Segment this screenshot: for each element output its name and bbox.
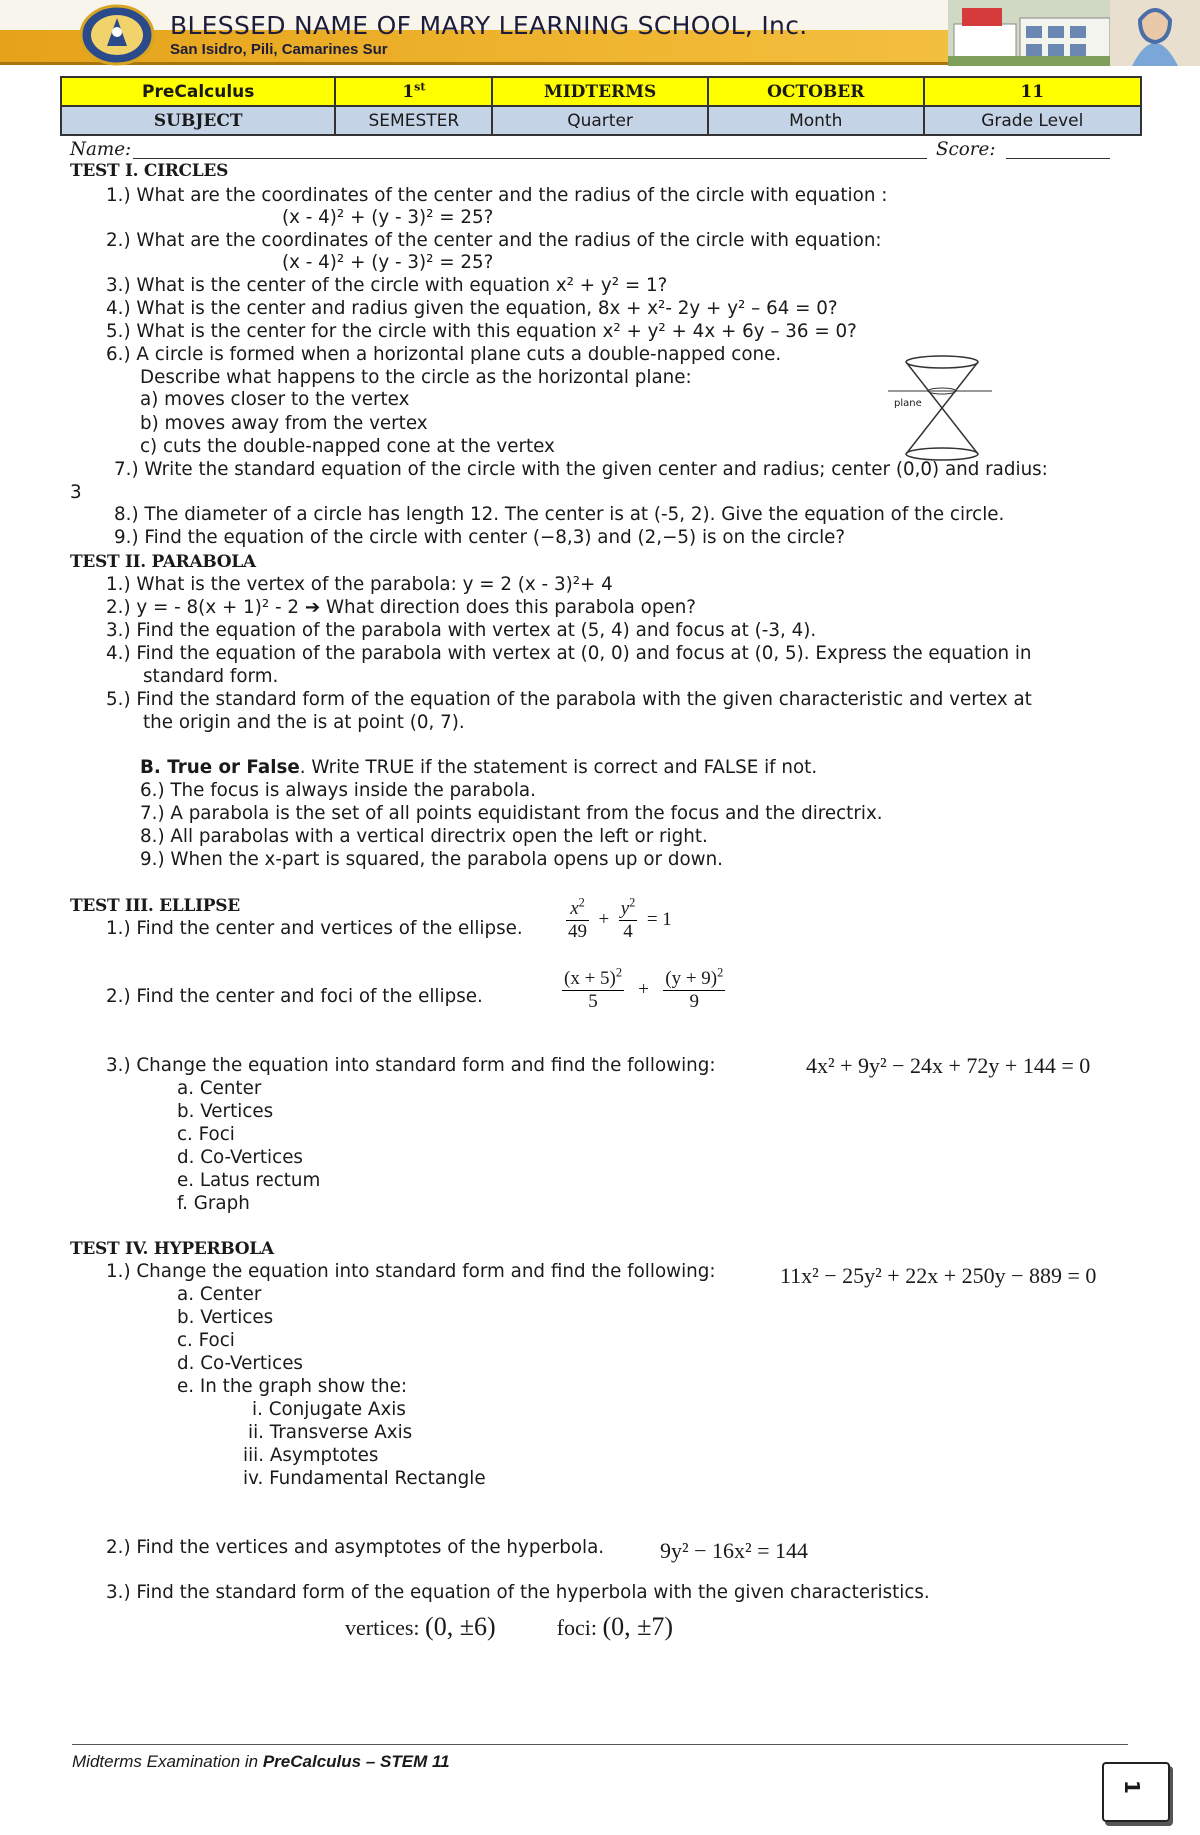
test2-line: 2.) y = - 8(x + 1)² - 2 ➔ What direction does this parabola open? bbox=[106, 597, 696, 618]
vertices-value: (0, ±6) bbox=[425, 1612, 496, 1641]
grade-level-label: Grade Level bbox=[924, 106, 1141, 135]
subject-value: PreCalculus bbox=[61, 77, 335, 106]
test2-line: standard form. bbox=[143, 666, 279, 687]
test4-q1: 1.) Change the equation into standard form and find the following: bbox=[106, 1261, 716, 1282]
test1-line: (x - 4)² + (y - 3)² = 25? bbox=[282, 207, 494, 228]
eq1-n1: x bbox=[570, 898, 579, 919]
test1-line: a) moves closer to the vertex bbox=[140, 389, 410, 410]
foci-value: (0, ±7) bbox=[602, 1612, 674, 1641]
test4-item: a. Center bbox=[177, 1284, 262, 1305]
footer-rule bbox=[72, 1744, 1128, 1745]
plane-label: plane bbox=[894, 398, 922, 409]
test3-item: c. Foci bbox=[177, 1124, 235, 1145]
ellipse-equation-2: $\frac{(x + 5)^2}{5}$ + $\frac{(y + 9)^2}{9}$ bbox=[564, 965, 724, 1012]
test1-title: TEST I. CIRCLES bbox=[70, 161, 229, 181]
test2-line: 1.) What is the vertex of the parabola: y = 2 (x - 3)²+ 4 bbox=[106, 574, 613, 595]
test4-subitem: i. Conjugate Axis bbox=[252, 1399, 406, 1420]
tf-item: 6.) The focus is always inside the parabola. bbox=[140, 780, 536, 801]
subject-label: SUBJECT bbox=[61, 106, 335, 135]
test4-item: e. In the graph show the: bbox=[177, 1376, 408, 1397]
part-b-label: B. True or False bbox=[140, 757, 300, 778]
page-header bbox=[0, 0, 1200, 68]
school-address: San Isidro, Pili, Camarines Sur bbox=[170, 41, 388, 58]
test3-q1: 1.) Find the center and vertices of the ellipse. bbox=[106, 918, 523, 939]
test1-line: b) moves away from the vertex bbox=[140, 413, 428, 434]
test1-line: 6.) A circle is formed when a horizontal plane cuts a double-napped cone. bbox=[106, 344, 782, 365]
test1-line: 9.) Find the equation of the circle with center (−8,3) and (2,−5) is on the circle? bbox=[114, 527, 846, 548]
ellipse-equation-3: 4x² + 9y² − 24x + 72y + 144 = 0 bbox=[806, 1053, 1091, 1078]
eq2-d2: 9 bbox=[689, 991, 700, 1012]
name-field[interactable] bbox=[133, 158, 927, 159]
school-seal-icon bbox=[78, 4, 156, 66]
score-label: Score: bbox=[936, 139, 996, 160]
semester-value bbox=[335, 77, 492, 106]
hyperbola-equation-1: 11x² − 25y² + 22x + 250y − 889 = 0 bbox=[780, 1263, 1097, 1288]
eq1-d2: 4 bbox=[623, 921, 633, 942]
grade-level-value: 11 bbox=[924, 77, 1141, 106]
test3-item: a. Center bbox=[177, 1078, 262, 1099]
eq2-n1: (x + 5) bbox=[564, 968, 616, 989]
test1-line: 3.) What is the center of the circle with equation x² + y² = 1? bbox=[106, 275, 668, 296]
test1-line: 7.) Write the standard equation of the circle with the given center and radius; center (0,0) and radius: bbox=[114, 459, 1048, 480]
footer-text bbox=[72, 1752, 450, 1772]
test3-q2: 2.) Find the center and foci of the ellipse. bbox=[106, 986, 483, 1007]
test4-item: c. Foci bbox=[177, 1330, 235, 1351]
test4-subitem: iii. Asymptotes bbox=[243, 1445, 379, 1466]
test1-line: 2.) What are the coordinates of the center and the radius of the circle with equation: bbox=[106, 230, 882, 251]
semester-label: SEMESTER bbox=[335, 106, 492, 135]
test4-item: b. Vertices bbox=[177, 1307, 274, 1328]
eq2-d1: 5 bbox=[588, 991, 598, 1012]
test2-line: 3.) Find the equation of the parabola with vertex at (5, 4) and focus at (-3, 4). bbox=[106, 620, 817, 641]
test3-item: b. Vertices bbox=[177, 1101, 274, 1122]
test1-line: 4.) What is the center and radius given the equation, 8x + x²- 2y + y² – 64 = 0? bbox=[106, 298, 838, 319]
hyperbola-equation-2: 9y² − 16x² = 144 bbox=[660, 1538, 809, 1563]
exam-info-table bbox=[60, 76, 1142, 136]
test1-line: c) cuts the double-napped cone at the vertex bbox=[140, 436, 555, 457]
test1-line: Describe what happens to the circle as the horizontal plane: bbox=[140, 367, 692, 388]
test3-q3: 3.) Change the equation into standard form and find the following: bbox=[106, 1055, 716, 1076]
ellipse-equation-1: $\frac{x^2}{49}$ + $\frac{y^2}{4}$ = 1 bbox=[568, 895, 672, 942]
test3-title: TEST III. ELLIPSE bbox=[70, 896, 240, 916]
test1-line: 5.) What is the center for the circle with this equation x² + y² + 4x + 6y – 36 = 0? bbox=[106, 321, 857, 342]
eq1-n2: y bbox=[620, 898, 630, 919]
test4-item: d. Co-Vertices bbox=[177, 1353, 303, 1374]
test1-line: (x - 4)² + (y - 3)² = 25? bbox=[282, 252, 494, 273]
tf-item: 7.) A parabola is the set of all points equidistant from the focus and the directrix. bbox=[140, 803, 883, 824]
test2-line: the origin and the is at point (0, 7). bbox=[143, 712, 465, 733]
score-field[interactable] bbox=[1006, 158, 1110, 159]
name-label: Name: bbox=[70, 139, 132, 160]
test1-line: 8.) The diameter of a circle has length 12. The center is at (-5, 2). Give the equation of the circle. bbox=[114, 504, 1005, 525]
footer-course: PreCalculus – STEM 11 bbox=[262, 1752, 450, 1771]
month-label: Month bbox=[708, 106, 924, 135]
footer-prefix: Midterms Examination in bbox=[72, 1752, 263, 1771]
vertices-label: vertices: bbox=[345, 1615, 420, 1640]
test3-item: d. Co-Vertices bbox=[177, 1147, 303, 1168]
semester-value-text: 1st bbox=[402, 79, 426, 102]
page-number: 1 bbox=[1119, 1780, 1144, 1794]
part-b-instructions bbox=[140, 757, 817, 779]
school-name: BLESSED NAME OF MARY LEARNING SCHOOL, Inc. bbox=[170, 11, 808, 40]
quarter-value: MIDTERMS bbox=[492, 77, 708, 106]
test4-q2: 2.) Find the vertices and asymptotes of the hyperbola. bbox=[106, 1537, 605, 1558]
test2-line: 5.) Find the standard form of the equation of the parabola with the given characteristic and vertex at bbox=[106, 689, 1032, 710]
tf-item: 9.) When the x-part is squared, the parabola opens up or down. bbox=[140, 849, 723, 870]
test4-subitem: iv. Fundamental Rectangle bbox=[243, 1468, 486, 1489]
test2-title: TEST II. PARABOLA bbox=[70, 552, 256, 572]
eq1-rhs: = 1 bbox=[646, 908, 672, 930]
month-value: OCTOBER bbox=[708, 77, 924, 106]
part-b-instr-text: . Write TRUE if the statement is correct and FALSE if not. bbox=[299, 757, 818, 778]
info-row-values bbox=[61, 77, 1141, 106]
quarter-label: Quarter bbox=[492, 106, 708, 135]
test4-q3: 3.) Find the standard form of the equation of the hyperbola with the given characteristics. bbox=[106, 1582, 930, 1603]
test1-line: 1.) What are the coordinates of the center and the radius of the circle with equation : bbox=[106, 185, 888, 206]
test4-title: TEST IV. HYPERBOLA bbox=[70, 1239, 274, 1259]
eq1-d1: 49 bbox=[568, 921, 587, 942]
test3-item: f. Graph bbox=[177, 1193, 250, 1214]
hyperbola-characteristics bbox=[345, 1612, 673, 1642]
religious-figure-image bbox=[1110, 0, 1200, 66]
tf-item: 8.) All parabolas with a vertical directrix open the left or right. bbox=[140, 826, 708, 847]
test1-line: 3 bbox=[70, 482, 82, 503]
test2-line: 4.) Find the equation of the parabola with vertex at (0, 0) and focus at (0, 5). Express the equation in bbox=[106, 643, 1032, 664]
test4-subitem: ii. Transverse Axis bbox=[248, 1422, 413, 1443]
test3-item: e. Latus rectum bbox=[177, 1170, 321, 1191]
eq2-n2: (y + 9) bbox=[665, 968, 718, 989]
info-row-labels bbox=[61, 106, 1141, 135]
foci-label: foci: bbox=[556, 1615, 597, 1640]
